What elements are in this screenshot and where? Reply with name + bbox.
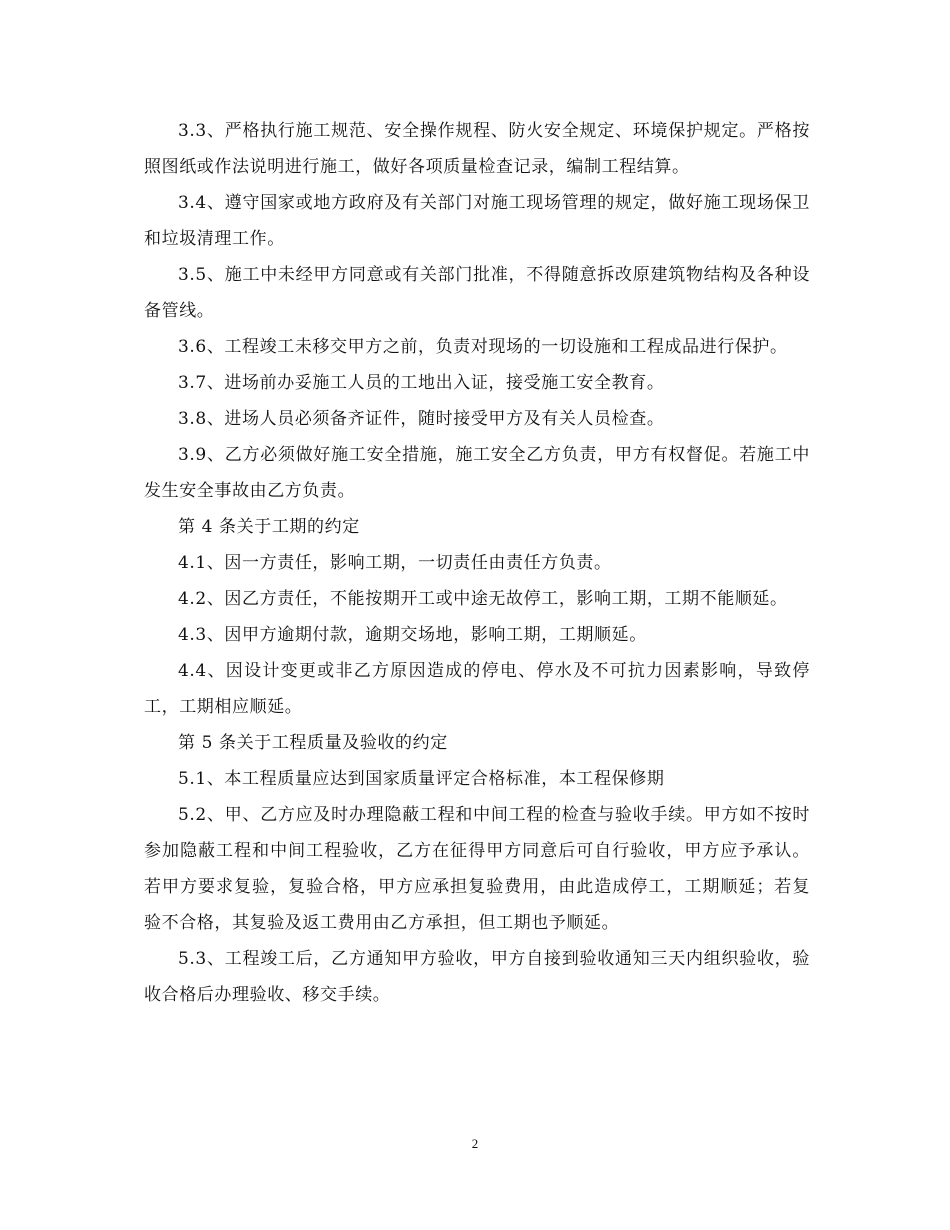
clause-3-9: 3.9、乙方必须做好施工安全措施，施工安全乙方负责，甲方有权督促。若施工中发生安全事故由乙方负责。 [144, 445, 810, 501]
page-number: 2 [471, 1136, 479, 1151]
clause-3-8: 3.8、进场人员必须备齐证件，随时接受甲方及有关人员检查。 [178, 409, 665, 429]
clause-5-3: 5.3、工程竣工后，乙方通知甲方验收，甲方自接到验收通知三天内组织验收，验收合格后办理验收、移交手续。 [144, 949, 810, 1005]
clause-4-4: 4.4、因设计变更或非乙方原因造成的停电、停水及不可抗力因素影响，导致停工，工期相应顺延。 [144, 661, 810, 717]
clause-3-7: 3.7、进场前办妥施工人员的工地出入证，接受施工安全教育。 [178, 373, 665, 393]
clause-4-3: 4.3、因甲方逾期付款，逾期交场地，影响工期，工期顺延。 [178, 625, 647, 645]
clause-5-1: 5.1、本工程质量应达到国家质量评定合格标准，本工程保修期 [178, 769, 665, 789]
document-body [144, 113, 810, 1013]
clause-4-1: 4.1、因一方责任，影响工期，一切责任由责任方负责。 [178, 553, 612, 573]
section-heading-4: 第 4 条关于工期的约定 [178, 517, 360, 537]
clause-5-2: 5.2、甲、乙方应及时办理隐蔽工程和中间工程的检查与验收手续。甲方如不按时参加隐蔽工程和中间工程验收，乙方在征得甲方同意后可自行验收，甲方应予承认。若甲方要求复验，复验合格，甲方应承担复验费用，由此造成停工，工期顺延；若复验不合格，其复验及返工费用由乙方承担，但工期也予顺延。 [144, 805, 810, 933]
section-heading-5: 第 5 条关于工程质量及验收的约定 [178, 733, 448, 753]
clause-4-2: 4.2、因乙方责任，不能按期开工或中途无故停工，影响工期，工期不能顺延。 [178, 589, 788, 609]
clause-3-5: 3.5、施工中未经甲方同意或有关部门批准，不得随意拆改原建筑物结构及各种设备管线。 [144, 265, 810, 321]
clause-3-4: 3.4、遵守国家或地方政府及有关部门对施工现场管理的规定，做好施工现场保卫和垃圾清理工作。 [144, 193, 810, 249]
clause-3-3: 3.3、严格执行施工规范、安全操作规程、防火安全规定、环境保护规定。严格按照图纸或作法说明进行施工，做好各项质量检查记录，编制工程结算。 [144, 121, 810, 177]
clause-3-6: 3.6、工程竣工未移交甲方之前，负责对现场的一切设施和工程成品进行保护。 [178, 337, 788, 357]
